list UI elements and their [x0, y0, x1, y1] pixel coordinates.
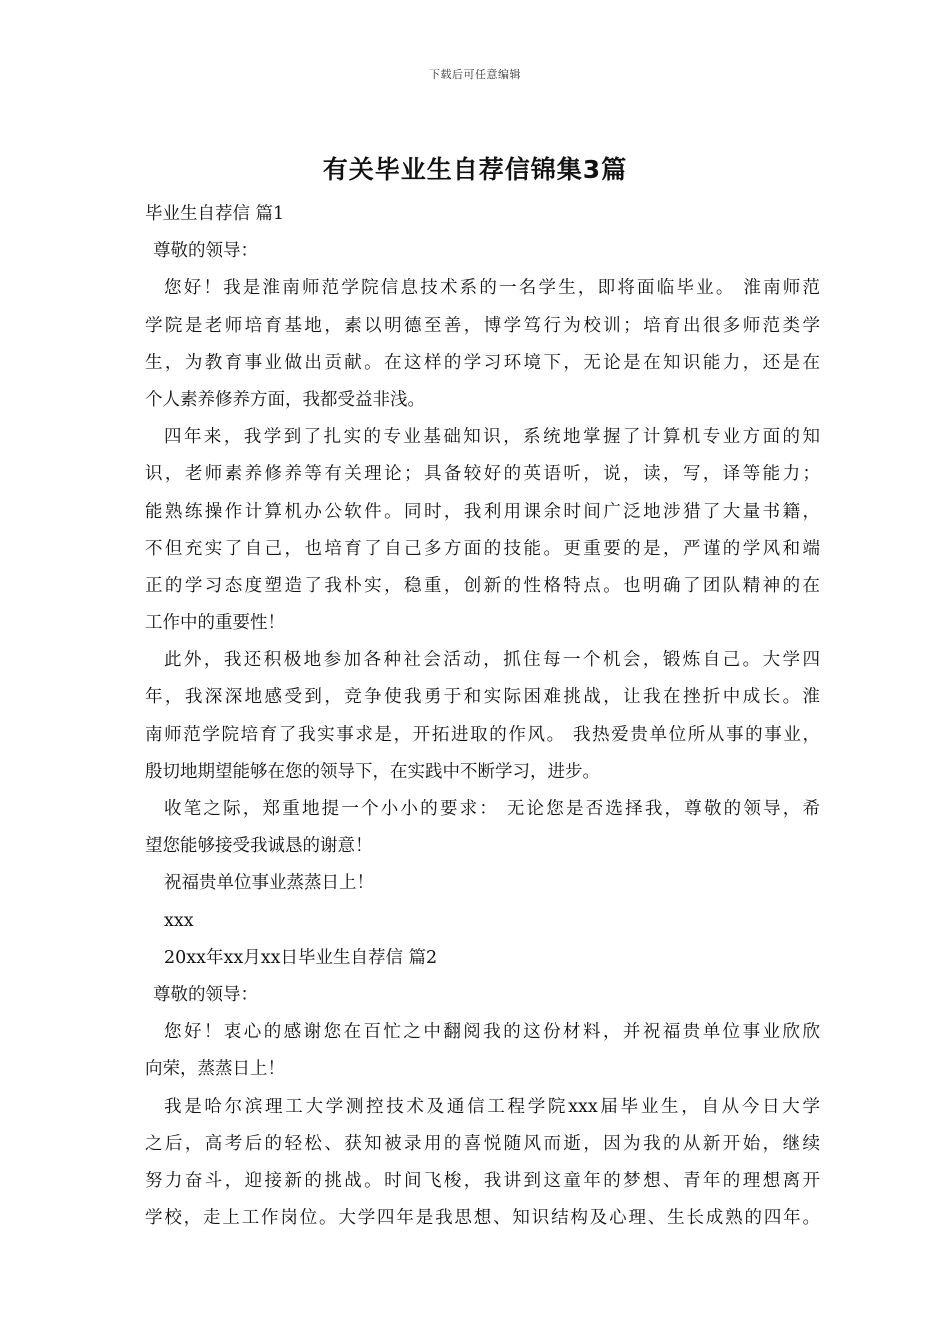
text-line: 努力奋斗，迎接新的挑战。时间飞梭，我讲到这童年的梦想、青年的理想离开 — [145, 1170, 820, 1191]
text-line: 尊敬的领导： — [153, 241, 258, 262]
text-line: 您好！我是淮南师范学院信息技术系的一名学生，即将面临毕业。 淮南师范 — [164, 278, 820, 299]
text-line: 尊敬的领导： — [153, 984, 258, 1005]
text-line: 您好！衷心的感谢您在百忙之中翻阅我的这份材料，并祝福贵单位事业欣欣 — [164, 1022, 820, 1043]
text-line: 收笔之际，郑重地提一个小小的要求： 无论您是否选择我，尊敬的领导，希 — [164, 799, 820, 819]
document-title: 有关毕业生自荐信锦集3篇 — [322, 155, 628, 184]
text-line: 毕业生自荐信 篇1 — [145, 204, 285, 224]
text-line: 20xx年xx月xx日毕业生自荐信 篇2 — [164, 947, 438, 968]
text-line: 之后，高考后的轻松、获知被录用的喜悦随风而逝，因为我的从新开始，继续 — [145, 1133, 820, 1154]
text-line: 正的学习态度塑造了我朴实，稳重，创新的性格特点。也明确了团队精神的在 — [145, 575, 820, 596]
text-line: 我是哈尔滨理工大学测控技术及通信工程学院xxx届毕业生，自从今日大学 — [164, 1096, 820, 1117]
text-line: 向荣，蒸蒸日上！ — [145, 1059, 285, 1080]
text-line: 不但充实了自己，也培育了自己多方面的技能。更重要的是，严谨的学风和端 — [145, 538, 820, 559]
text-line: 工作中的重要性！ — [145, 613, 285, 634]
text-line: 识，老师素养修养等有关理论；具备较好的英语听，说，读，写，译等能力； — [145, 464, 820, 485]
text-line: 生，为教育事业做出贡献。在这样的学习环境下，无论是在知识能力，还是在 — [145, 352, 820, 373]
page-header-note: 下载后可任意编辑 — [429, 68, 521, 81]
document-body — [145, 196, 820, 1237]
text-line: 此外，我还积极地参加各种社会活动，抓住每一个机会，锻炼自己。大学四 — [164, 650, 820, 671]
text-line: 殷切地期望能够在您的领导下，在实践中不断学习，进步。 — [145, 761, 600, 782]
text-line: 四年来，我学到了扎实的专业基础知识，系统地掌握了计算机专业方面的知 — [164, 427, 820, 448]
text-line: 望您能够接受我诚恳的谢意！ — [145, 836, 373, 857]
text-line: 个人素养修养方面，我都受益非浅。 — [145, 389, 425, 410]
text-line: 祝福贵单位事业蒸蒸日上！ — [164, 873, 374, 894]
text-line: 年，我深深地感受到，竞争使我勇于和实际困难挑战，让我在挫折中成长。淮 — [145, 687, 820, 708]
text-line: xxx — [164, 910, 194, 931]
text-line: 能熟练操作计算机办公软件。同时，我利用课余时间广泛地涉猎了大量书籍， — [145, 501, 820, 522]
text-line: 南师范学院培育了我实事求是，开拓进取的作风。 我热爱贵单位所从事的事业， — [145, 724, 820, 745]
text-line: 学校，走上工作岗位。大学四年是我思想、知识结构及心理、生长成熟的四年。 — [145, 1208, 820, 1229]
text-line: 学院是老师培育基地，素以明德至善，博学笃行为校训；培育出很多师范类学 — [145, 315, 820, 336]
